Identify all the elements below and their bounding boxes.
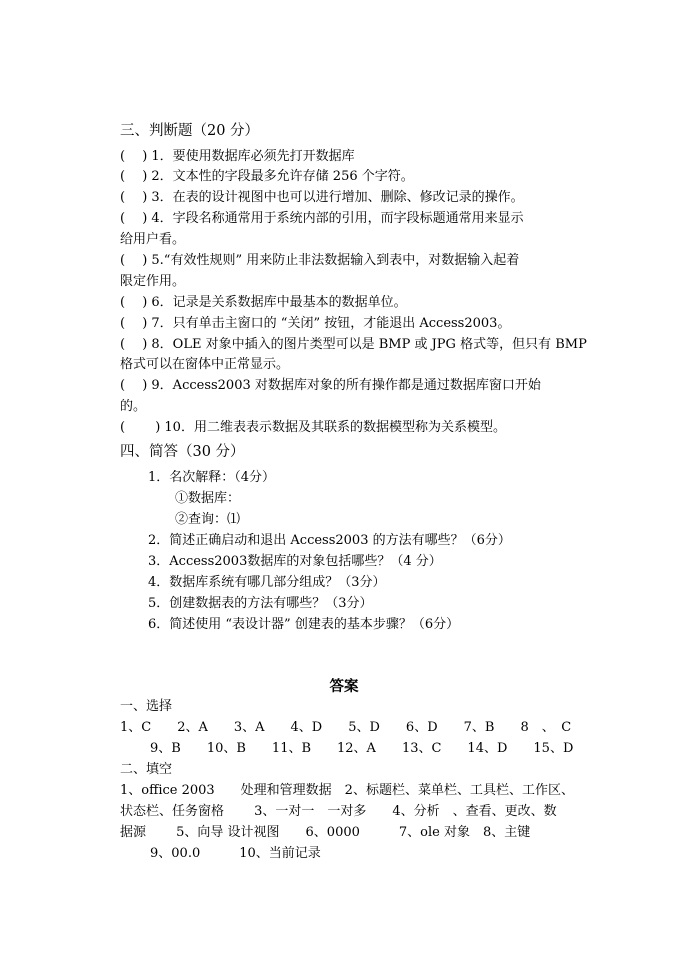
short-answer-q1b: ②查询：⑴ [175, 512, 241, 527]
fill-answers-line: 据源 5、向导 设计视图 6、0000 7、ole 对象 8、主键 [120, 825, 531, 840]
question-line: ( ) 2．文本性的字段最多允许存储 256 个字符。 [120, 169, 414, 184]
question-line: 的。 [120, 399, 147, 414]
answers-title: 答案 [329, 678, 359, 695]
question-line: ( ) 8．OLE 对象中插入的图片类型可以是 BMP 或 JPG 格式等，但只有 BMP [120, 337, 587, 352]
question-line: 给用户看。 [120, 232, 186, 247]
fill-answers-line: 1、office 2003 处理和管理数据 2、标题栏、菜单栏、工具栏、工作区、 [120, 783, 574, 798]
question-line: 格式可以在窗体中正常显示。 [120, 357, 290, 372]
section-3-heading: 三、判断题（20 分） [120, 123, 260, 139]
fill-answers-line: 9、00.0 10、当前记录 [150, 846, 321, 861]
question-line: 限定作用。 [120, 274, 186, 289]
question-line: ( ) 7．只有单击主窗口的 “关闭” 按钮，才能退出 Access2003。 [120, 316, 511, 331]
section-4-heading: 四、简答（30 分） [120, 444, 245, 460]
short-answer-q4: 4．数据库系统有哪几部分组成？（3分） [148, 575, 386, 590]
choice-answers-line: 1、C 2、A 3、A 4、D 5、D 6、D 7、B 8 、 C [120, 720, 572, 735]
question-line: ( ) 3．在表的设计视图中也可以进行增加、删除、修改记录的操作。 [120, 190, 524, 205]
question-line: ( ) 10．用二维表表示数据及其联系的数据模型称为关系模型。 [120, 420, 506, 435]
short-answer-q1a: ①数据库： [175, 491, 241, 506]
fill-answers-line: 状态栏、任务窗格 3、一对一 一对多 4、分析 、查看、更改、数 [120, 804, 557, 819]
choice-answers-line: 9、B 10、B 11、B 12、A 13、C 14、D 15、D [150, 741, 574, 756]
short-answer-q3: 3．Access2003数据库的对象包括哪些？（4 分） [148, 554, 442, 569]
fill-heading: 二、填空 [120, 762, 173, 777]
short-answer-q5: 5．创建数据表的方法有哪些？（3分） [148, 596, 373, 611]
short-answer-q1: 1．名次解释：（4分） [148, 470, 276, 485]
question-line: ( ) 4．字段名称通常用于系统内部的引用，而字段标题通常用来显示 [120, 211, 524, 226]
question-line: ( ) 6．记录是关系数据库中最基本的数据单位。 [120, 295, 407, 310]
choice-heading: 一、选择 [120, 699, 173, 714]
question-line: ( ) 1．要使用数据库必须先打开数据库 [120, 149, 355, 164]
short-answer-q6: 6．简述使用 “表设计器” 创建表的基本步骤？（6分） [148, 617, 460, 632]
question-line: ( ) 5.“有效性规则” 用来防止非法数据输入到表中，对数据输入起着 [120, 253, 520, 268]
question-line: ( ) 9．Access2003 对数据库对象的所有操作都是通过数据库窗口开始 [120, 378, 541, 393]
short-answer-q2: 2．简述正确启动和退出 Access2003 的方法有哪些？（6分） [148, 533, 511, 548]
